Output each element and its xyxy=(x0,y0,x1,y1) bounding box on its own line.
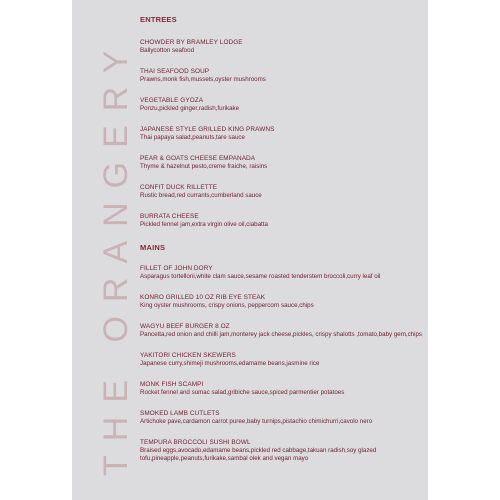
list-item xyxy=(140,213,426,229)
dish-name: JAPANESE STYLE GRILLED KING PRAWNS xyxy=(140,126,275,133)
entrees-section xyxy=(140,15,426,229)
section-heading-entrees: ENTREES xyxy=(140,15,177,24)
dish-name: MONK FISH SCAMPI xyxy=(140,381,204,388)
dish-description: Prawns,monk fish,mussels,oyster mushrooms xyxy=(140,76,266,83)
dish-name: THAI SEAFOOD SOUP xyxy=(140,68,210,75)
dish-description: Rustic bread,red currants,cumberland sauce xyxy=(140,192,262,199)
dish-name: PEAR & GOATS CHEESE EMPANADA xyxy=(140,155,256,162)
dish-name: KONRO GRILLED 10 OZ RIB EYE STEAK xyxy=(140,294,266,301)
dish-description: Artichoke pave,cardamon carrot puree,baby turnips,pistachio chimichurri,cavolo nero xyxy=(140,418,373,425)
list-item xyxy=(140,265,426,281)
dish-name: CONFIT DUCK RILLETTE xyxy=(140,184,218,191)
dish-name: YAKITORI CHICKEN SKEWERS xyxy=(140,352,236,359)
dish-name: WAGYU BEEF BURGER 8 OZ xyxy=(140,323,230,330)
list-item xyxy=(140,126,426,142)
dish-description: Ponzu,pickled ginger,radish,furikake xyxy=(140,105,240,112)
dish-name: FILLET OF JOHN DORY xyxy=(140,265,213,272)
list-item xyxy=(140,68,426,84)
dish-description: Thai papaya salad,peanuts,tare sauce xyxy=(140,134,245,141)
mains-list xyxy=(140,265,426,463)
restaurant-name: THE ORANGERY xyxy=(97,36,135,476)
list-item xyxy=(140,184,426,200)
dish-description: Asparagus tortelloni,white clam sauce,sesame roasted tenderstem broccoli,curry leaf oil xyxy=(140,273,381,280)
menu-content xyxy=(140,15,426,463)
list-item xyxy=(140,97,426,113)
dish-name: CHOWDER BY BRAMLEY LODGE xyxy=(140,39,243,46)
dish-description: Pickled fennel jam,extra virgin olive oil,ciabatta xyxy=(140,221,268,228)
list-item xyxy=(140,439,426,463)
list-item xyxy=(140,352,426,368)
dish-description: Ballycotton seafood xyxy=(140,47,195,54)
list-item xyxy=(140,39,426,55)
list-item xyxy=(140,323,426,339)
dish-name: TEMPURA BROCCOLI SUSHI BOWL xyxy=(140,439,251,446)
dish-description: Thyme & hazelnut pesto,creme fraiche, raisins xyxy=(140,163,268,170)
dish-description: King oyster mushrooms, crispy onions, peppercorn sauce,chips xyxy=(140,302,314,309)
dish-description: Pancetta,red onion and chilli jam,monterey jack cheese,pickles, crispy shalotts ,tomato,baby gem,chips xyxy=(140,331,423,338)
dish-name: VEGETABLE GYOZA xyxy=(140,97,204,104)
dish-description: Rocket fennel and sumac salad,gribiche sauce,spiced parmentier potatoes xyxy=(140,389,345,396)
list-item xyxy=(140,294,426,310)
entrees-list xyxy=(140,39,426,229)
list-item xyxy=(140,410,426,426)
dish-name: SMOKED LAMB CUTLETS xyxy=(140,410,220,417)
list-item xyxy=(140,381,426,397)
dish-name: BURRATA CHEESE xyxy=(140,213,199,220)
dish-description: Braised eggs,avocado,edamame beans,pickled red cabbage,takuan radish,soy glazed tofu,pineapple,peanuts,furikake,sambal olek and vegan mayo xyxy=(140,447,377,462)
section-heading-mains: MAINS xyxy=(140,243,166,252)
list-item xyxy=(140,155,426,171)
mains-section xyxy=(140,243,426,463)
menu-sheet xyxy=(72,0,428,500)
dish-description: Japanese curry,shimeji mushrooms,edamame beans,jasmine rice xyxy=(140,360,320,367)
